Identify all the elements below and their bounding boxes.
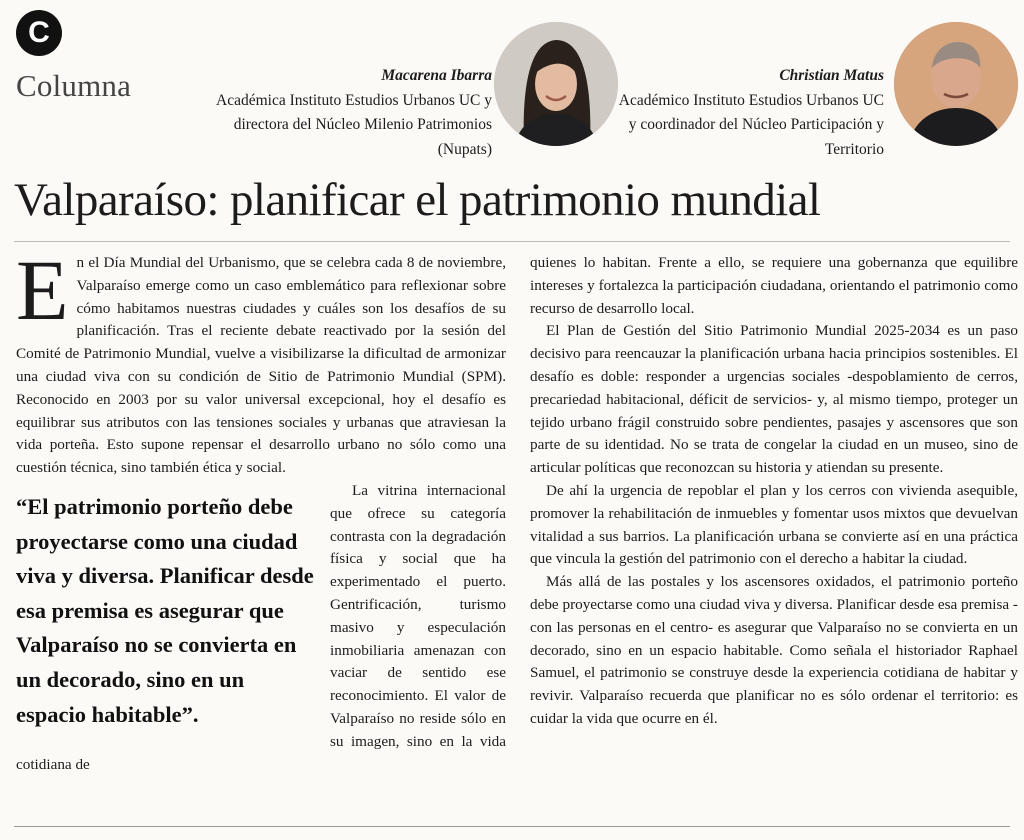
paragraph-text: n el Día Mundial del Urbanismo, que se celebra cada 8 de noviembre, Valparaíso emerge como un caso emblemático para reflexionar sobre cómo habitamos nuestras ciudades y cuáles son los desafíos de su planificación. Tras el reciente debate reactivado por la sesión del Comité de Patrimonio Mundial, vuelve a visibilizarse la dificultad de armonizar una ciudad viva con su condición de Sitio de Patrimonio Mundial (SPM). Reconocido en 2003 por su valor universal excepcional, hoy el desafío es equilibrar sus atributos con las tensiones sociales y urbanas que atraviesan la vida porteña. Esto supone repensar el desarrollo urbano no sólo como una cuestión técnica, sino también ética y social. <box>16 254 506 477</box>
author-role: Académica Instituto Estudios Urbanos UC y directora del Núcleo Milenio Patrimonios (Nupats) <box>216 91 492 158</box>
publication-logo: C <box>16 10 62 56</box>
article-paragraph: El Plan de Gestión del Sitio Patrimonio Mundial 2025-2034 es un paso decisivo para reencauzar la planificación urbana hacia principios sostenibles. El desafío es doble: responder a urgencias sociales -despoblamiento de cerros, precariedad habitacional, déficit de servicios- y, al mismo tiempo, proteger un tejido urbano frágil construido sobre pendientes, pasajes y ascensores que son parte de su identidad. No se trata de congelar la ciudad en un museo, sino de articular políticas que reconozcan su historia y atiendan su presente. <box>530 322 1018 477</box>
author-portrait-woman-icon <box>494 22 618 146</box>
divider <box>14 241 1010 242</box>
article-title: Valparaíso: planificar el patrimonio mundial <box>14 174 821 226</box>
author-byline-2 <box>614 64 884 162</box>
article-paragraph: Más allá de las postales y los ascensores oxidados, el patrimonio porteño debe proyectarse como una ciudad viva y diversa. Planificar desde esa premisa -con las personas en el centro- es asegurar que Valparaíso no se convierta en un decorado, sino en un espacio habitable. Como señala el historiador Raphael Samuel, el patrimonio se construye desde la experiencia cotidiana de habitar y revivir. Valparaíso recuerda que planificar no es sólo ordenar el territorio: es cuidar la vida que ocurre en él. <box>530 573 1018 727</box>
divider <box>14 826 1010 827</box>
paragraph-text: La vitrina internacional que ofrece su categoría contrasta con la degradación física y social que ha experimentado el puerto. Gentrificación, turismo masivo y especulación inmobiliaria amenazan con vaciar de sentido ese reconocimiento. El valor de Valparaíso no reside sólo en su imagen, sino en la vida cotidiana de <box>16 481 506 773</box>
article-paragraph <box>16 242 506 480</box>
author-byline-1 <box>202 64 492 162</box>
pull-quote: “El patrimonio porteño debe proyectarse como una ciudad viva y diversa. Planificar desde esa premisa es asegurar que Valparaíso no se convierta en un decorado, sino en un espacio habitable”. <box>16 493 314 727</box>
author-name: Macarena Ibarra <box>381 67 492 84</box>
article-paragraph: De ahí la urgencia de repoblar el plan y los cerros con vivienda asequible, promover la rehabilitación de inmuebles y fomentar usos mixtos que devuelvan vitalidad a sus barrios. La planificación urbana se convierte así en una práctica que vincula la gestión del patrimonio con el derecho a habitar la ciudad. <box>530 481 1018 568</box>
article-column-left <box>16 242 506 776</box>
author-portrait-man-icon <box>894 22 1018 146</box>
drop-cap: E <box>16 242 69 338</box>
article-paragraph: quienes lo habitan. Frente a ello, se requiere una gobernanza que equilibre intereses y fortalezca la participación ciudadana, orientando el patrimonio como recurso de desarrollo local. <box>530 254 1018 317</box>
author-name: Christian Matus <box>779 67 884 84</box>
author-role: Académico Instituto Estudios Urbanos UC y coordinador del Núcleo Participación y Territorio <box>618 91 884 158</box>
section-label: Columna <box>16 68 132 103</box>
article-column-right <box>530 252 1018 731</box>
